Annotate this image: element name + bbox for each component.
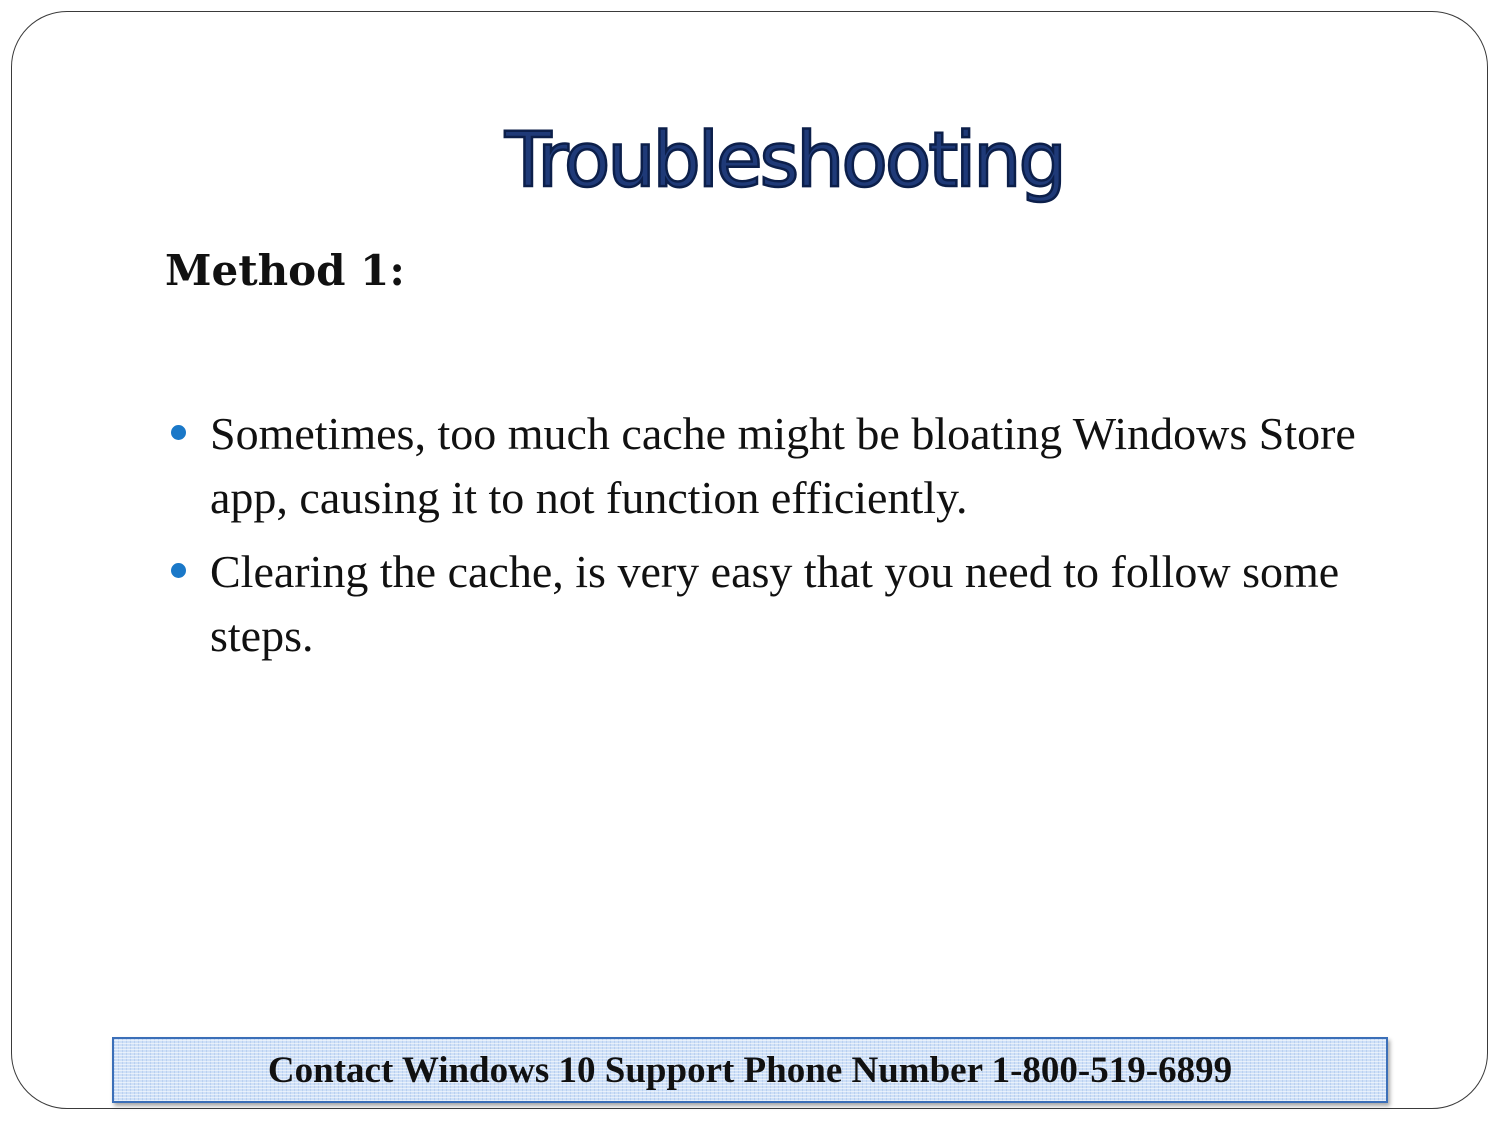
slide-title: Troubleshooting <box>505 115 1064 204</box>
bullet-text: Clearing the cache, is very easy that you need to follow some steps. <box>210 546 1340 661</box>
bullet-dot-icon <box>171 563 186 578</box>
method-heading: Method 1: <box>165 246 405 295</box>
bullet-dot-icon <box>171 425 186 440</box>
contact-banner <box>112 1037 1388 1103</box>
list-item <box>165 540 1425 668</box>
bullet-list <box>165 402 1425 678</box>
contact-text: Contact Windows 10 Support Phone Number 1-800-519-6899 <box>267 1049 1233 1091</box>
list-item <box>165 402 1425 530</box>
bullet-text: Sometimes, too much cache might be bloating Windows Store app, causing it to not function efficiently. <box>210 408 1356 523</box>
